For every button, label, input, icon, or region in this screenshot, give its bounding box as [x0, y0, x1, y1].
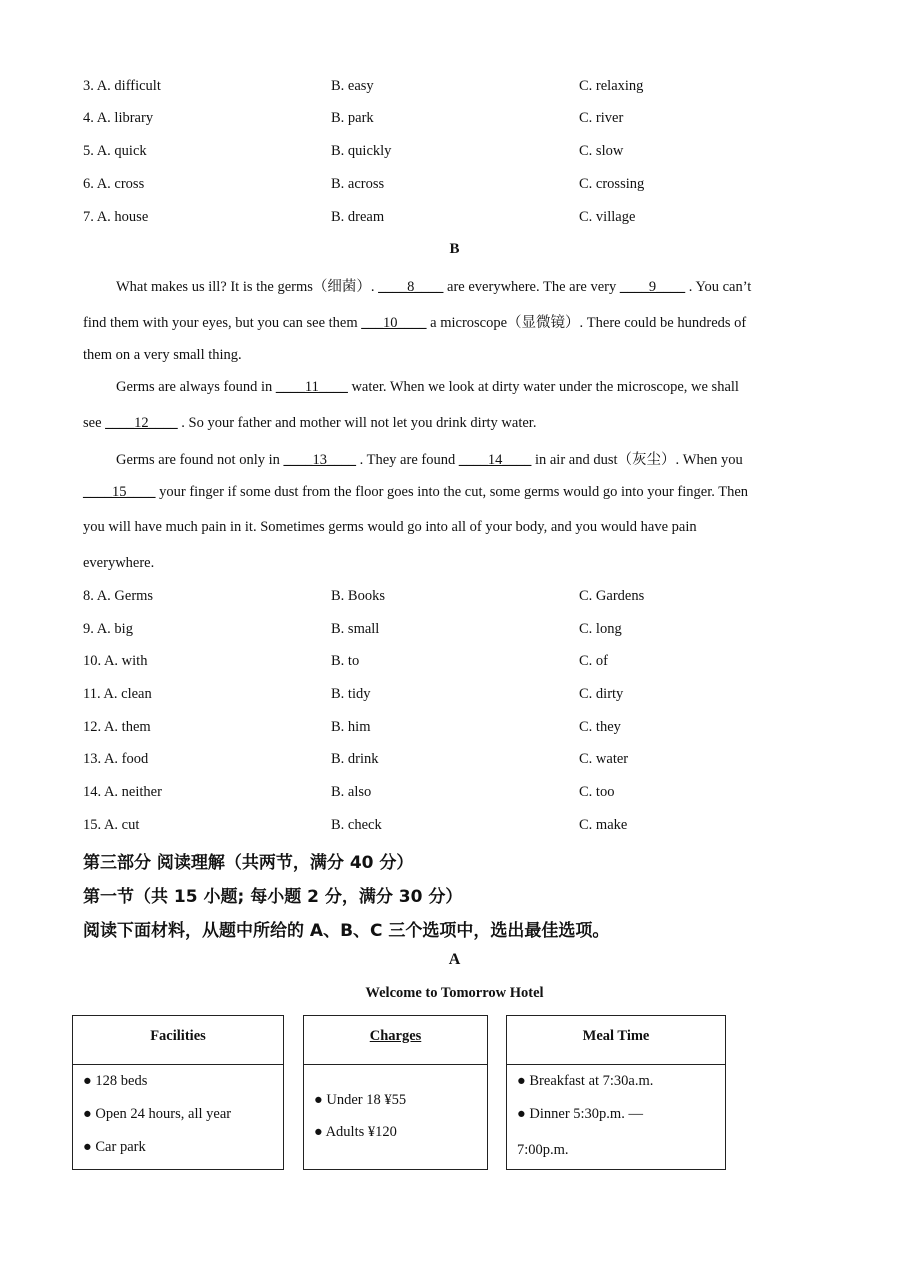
option-a: 6. A. cross — [83, 176, 145, 192]
option-a: 7. A. house — [83, 209, 149, 225]
option-a: 9. A. big — [83, 621, 133, 637]
meal-time-table — [506, 1015, 726, 1170]
option-row — [0, 110, 909, 130]
passage-text: What makes us ill? It is the germs（细菌）. — [116, 279, 375, 295]
passage-line — [83, 415, 536, 432]
passage-text: . So your father and mother will not let you drink dirty water. — [181, 415, 537, 431]
option-row — [0, 78, 909, 98]
meal-item: 7:00p.m. — [517, 1142, 569, 1158]
blank-12: ____12____ — [105, 415, 178, 431]
passage-text: are everywhere. The are very — [447, 279, 617, 295]
option-b: B. Books — [331, 588, 385, 604]
option-a: 10. A. with — [83, 653, 148, 669]
passage-text: your finger if some dust from the floor goes into the cut, some germs would go into your finger. Then — [159, 484, 749, 500]
option-a: 4. A. library — [83, 110, 154, 126]
charge-item: ● Under 18 ¥55 — [314, 1092, 407, 1108]
option-c: C. slow — [579, 143, 624, 159]
option-row — [0, 588, 909, 608]
passage-text: . You can’t — [688, 279, 752, 295]
option-b: B. quickly — [331, 143, 392, 159]
passage-text: in air and dust（灰尘）. When you — [534, 452, 743, 468]
section-b-title: B — [449, 241, 460, 257]
hotel-title: Welcome to Tomorrow Hotel — [365, 985, 544, 1001]
facility-item: ● 128 beds — [83, 1073, 148, 1089]
option-b: B. small — [331, 621, 380, 637]
option-c: C. they — [579, 719, 621, 735]
passage-line — [116, 275, 751, 296]
option-b: B. dream — [331, 209, 385, 225]
blank-14: ____14____ — [458, 452, 532, 468]
passage-text: Germs are always found in — [116, 379, 273, 395]
option-a: 11. A. clean — [83, 686, 152, 702]
option-a: 3. A. difficult — [83, 78, 161, 94]
option-a: 8. A. Germs — [83, 588, 154, 604]
option-c: C. Gardens — [579, 588, 645, 604]
charges-header: Charges — [304, 1016, 488, 1065]
option-c: C. water — [579, 751, 629, 767]
option-a: 14. A. neither — [83, 784, 162, 800]
option-b: B. check — [331, 817, 382, 833]
blank-8: ____8____ — [378, 279, 444, 295]
meal-item: ● Dinner 5:30p.m. — — [517, 1106, 643, 1122]
meal-time-cell — [507, 1065, 726, 1170]
option-b: B. to — [331, 653, 360, 669]
passage-text: a microscope（显微镜）. There could be hundreds of — [430, 315, 747, 331]
option-c: C. crossing — [579, 176, 645, 192]
option-b: B. across — [331, 176, 385, 192]
option-b: B. easy — [331, 78, 374, 94]
reading-a-title: A — [448, 951, 461, 968]
option-c: C. make — [579, 817, 628, 833]
instruction: 阅读下面材料，从题中所给的 A、B、C 三个选项中，选出最佳选项。 — [83, 921, 610, 941]
option-b: B. park — [331, 110, 374, 126]
option-b: B. tidy — [331, 686, 371, 702]
option-row — [0, 621, 909, 641]
part3-heading: 第三部分 阅读理解（共两节，满分 40 分） — [83, 853, 414, 873]
passage-line — [116, 448, 743, 469]
option-a: 15. A. cut — [83, 817, 140, 833]
section1-heading: 第一节（共 15 小题; 每小题 2 分，满分 30 分） — [83, 887, 463, 907]
option-row — [0, 719, 909, 739]
option-b: B. him — [331, 719, 371, 735]
meal-time-header: Meal Time — [507, 1016, 726, 1065]
option-b: B. also — [331, 784, 372, 800]
option-row — [0, 751, 909, 771]
passage-text: find them with your eyes, but you can see them — [83, 315, 358, 331]
option-row — [0, 686, 909, 706]
option-row — [0, 143, 909, 163]
option-c: C. dirty — [579, 686, 624, 702]
facility-item: ● Open 24 hours, all year — [83, 1106, 232, 1122]
facilities-cell — [73, 1065, 284, 1170]
passage-line: everywhere. — [83, 555, 155, 571]
option-a: 5. A. quick — [83, 143, 147, 159]
charge-item: ● Adults ¥120 — [314, 1124, 397, 1140]
passage-line: you will have much pain in it. Sometimes germs would go into all of your body, and you would have pain — [83, 519, 697, 535]
blank-11: ____11____ — [275, 379, 348, 395]
meal-item: ● Breakfast at 7:30a.m. — [517, 1073, 654, 1089]
option-a: 13. A. food — [83, 751, 149, 767]
passage-line — [83, 484, 748, 501]
option-row — [0, 209, 909, 229]
option-c: C. too — [579, 784, 615, 800]
option-c: C. village — [579, 209, 636, 225]
passage-line: them on a very small thing. — [83, 347, 242, 363]
option-row — [0, 817, 909, 837]
facility-item: ● Car park — [83, 1139, 146, 1155]
option-c: C. long — [579, 621, 622, 637]
passage-text: water. When we look at dirty water under the microscope, we shall — [351, 379, 739, 395]
blank-13: ____13____ — [283, 452, 357, 468]
charges-table — [303, 1015, 488, 1170]
blank-9: ____9____ — [619, 279, 686, 295]
option-row — [0, 784, 909, 804]
facilities-header: Facilities — [73, 1016, 284, 1065]
passage-line — [116, 379, 739, 396]
facilities-table — [72, 1015, 284, 1170]
option-a: 12. A. them — [83, 719, 151, 735]
option-row — [0, 176, 909, 196]
option-c: C. of — [579, 653, 608, 669]
charges-cell — [304, 1065, 488, 1170]
passage-line — [83, 311, 746, 332]
blank-10: ___10____ — [361, 315, 427, 331]
blank-15: ____15____ — [83, 484, 156, 500]
option-c: C. river — [579, 110, 624, 126]
option-c: C. relaxing — [579, 78, 644, 94]
passage-text: . They are found — [359, 452, 456, 468]
option-b: B. drink — [331, 751, 379, 767]
passage-text: see — [83, 415, 102, 431]
option-row — [0, 653, 909, 673]
passage-text: Germs are found not only in — [116, 452, 280, 468]
